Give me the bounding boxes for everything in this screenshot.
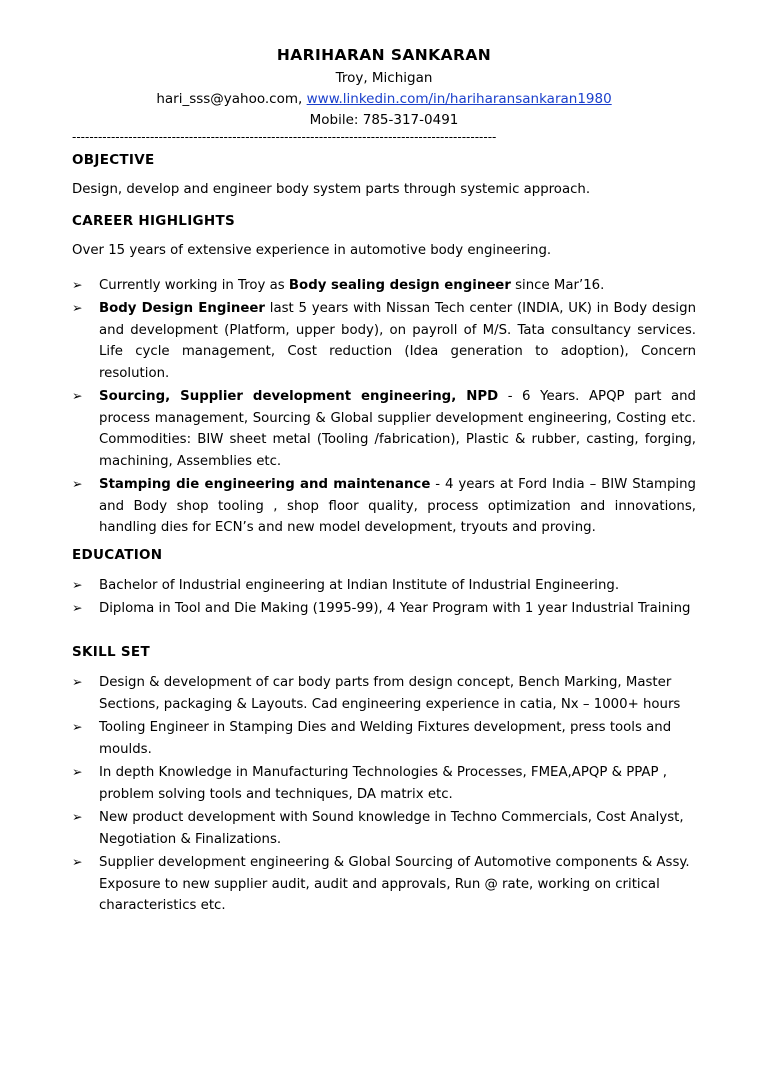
list-item bbox=[72, 807, 696, 850]
item-bold: Sourcing, Supplier development engineering, NPD bbox=[99, 389, 499, 405]
bullet-arrow-icon: ➢ bbox=[72, 388, 83, 404]
candidate-name: HARIHARAN SANKARAN bbox=[276, 46, 492, 64]
list-item bbox=[72, 298, 696, 384]
bullet-arrow-icon: ➢ bbox=[72, 276, 83, 292]
skill-item-text: Tooling Engineer in Stamping Dies and Welding Fixtures development, press tools and moulds. bbox=[99, 720, 672, 757]
item-post: - 4 years at Ford India – BIW Stamping and Body shop tooling , shop floor quality, process optimization and innovations, handling dies for ECN’s and new model development, tryouts and proving. bbox=[99, 477, 696, 536]
list-item bbox=[72, 598, 696, 620]
item-post: last 5 years with Nissan Tech center (INDIA, UK) in Body design and development (Platform, upper body), on payroll of M/S. Tata consultancy services. Life cycle management, Cost reduction (Idea generation to adoption), Concern resolution. bbox=[99, 301, 696, 381]
section-title-objective: OBJECTIVE bbox=[72, 152, 155, 168]
list-item bbox=[72, 672, 696, 715]
bullet-arrow-icon: ➢ bbox=[72, 764, 83, 780]
section-title-education: EDUCATION bbox=[72, 546, 163, 563]
bullet-arrow-icon: ➢ bbox=[72, 600, 83, 616]
section-spacer bbox=[72, 622, 696, 636]
email-text: hari_sss@yahoo.com, bbox=[156, 91, 303, 107]
list-item bbox=[72, 852, 696, 917]
bullet-arrow-icon: ➢ bbox=[72, 476, 83, 492]
skill-item-text: New product development with Sound knowledge in Techno Commercials, Cost Analyst, Negotiation & Finalizations. bbox=[99, 810, 684, 847]
header-divider: -------------------------------------------------------------------------------------------------- bbox=[72, 130, 497, 144]
skill-item-text: Design & development of car body parts from design concept, Bench Marking, Master Sections, packaging & Layouts. Cad engineering experience in catia, Nx – 1000+ hours bbox=[99, 674, 681, 712]
list-item bbox=[72, 474, 696, 539]
section-title-career-highlights: CAREER HIGHLIGHTS bbox=[72, 213, 236, 230]
bullet-arrow-icon: ➢ bbox=[72, 809, 83, 825]
bullet-arrow-icon: ➢ bbox=[72, 854, 83, 870]
list-item bbox=[72, 762, 696, 805]
mobile-line: Mobile: 785-317-0491 bbox=[309, 112, 459, 128]
section-title-skill-set: SKILL SET bbox=[72, 643, 150, 660]
linkedin-link[interactable]: www.linkedin.com/in/hariharansankaran1980 bbox=[306, 91, 612, 107]
list-item bbox=[72, 575, 696, 597]
education-item-text: Bachelor of Industrial engineering at Indian Institute of Industrial Engineering. bbox=[99, 577, 620, 593]
item-bold: Body Design Engineer bbox=[99, 301, 265, 317]
item-bold: Body sealing design engineer bbox=[288, 277, 511, 293]
list-item bbox=[72, 717, 696, 760]
contact-line bbox=[72, 91, 696, 107]
item-pre: Currently working in Troy as bbox=[99, 277, 289, 293]
bullet-arrow-icon: ➢ bbox=[72, 673, 83, 689]
bullet-arrow-icon: ➢ bbox=[72, 719, 83, 735]
list-item bbox=[72, 386, 696, 472]
item-post: since Mar’16. bbox=[510, 277, 605, 293]
list-item bbox=[72, 275, 696, 297]
bullet-arrow-icon: ➢ bbox=[72, 300, 83, 316]
career-highlights-intro: Over 15 years of extensive experience in automotive body engineering. bbox=[72, 243, 552, 259]
candidate-location: Troy, Michigan bbox=[335, 70, 433, 86]
skill-set-list bbox=[72, 672, 696, 917]
education-list bbox=[72, 575, 696, 620]
item-post: - 6 Years. APQP part and process management, Sourcing & Global supplier development engineering, Costing etc. Commodities: BIW sheet metal (Tooling /fabrication), Plastic & rubber, casting, forging, machining, Assemblies etc. bbox=[99, 389, 696, 469]
skill-item-text: In depth Knowledge in Manufacturing Technologies & Processes, FMEA,APQP & PPAP , problem solving tools and techniques, DA matrix etc. bbox=[99, 765, 667, 802]
education-item-text: Diploma in Tool and Die Making (1995-99), 4 Year Program with 1 year Industrial Training bbox=[99, 601, 691, 617]
bullet-arrow-icon: ➢ bbox=[72, 576, 83, 592]
objective-text: Design, develop and engineer body system parts through systemic approach. bbox=[72, 182, 591, 197]
skill-item-text: Supplier development engineering & Global Sourcing of Automotive components & Assy. Exposure to new supplier audit, audit and approvals, Run @ rate, working on critical characteristics etc. bbox=[99, 855, 690, 914]
item-bold: Stamping die engineering and maintenance bbox=[99, 477, 431, 493]
career-highlights-list bbox=[72, 275, 696, 539]
